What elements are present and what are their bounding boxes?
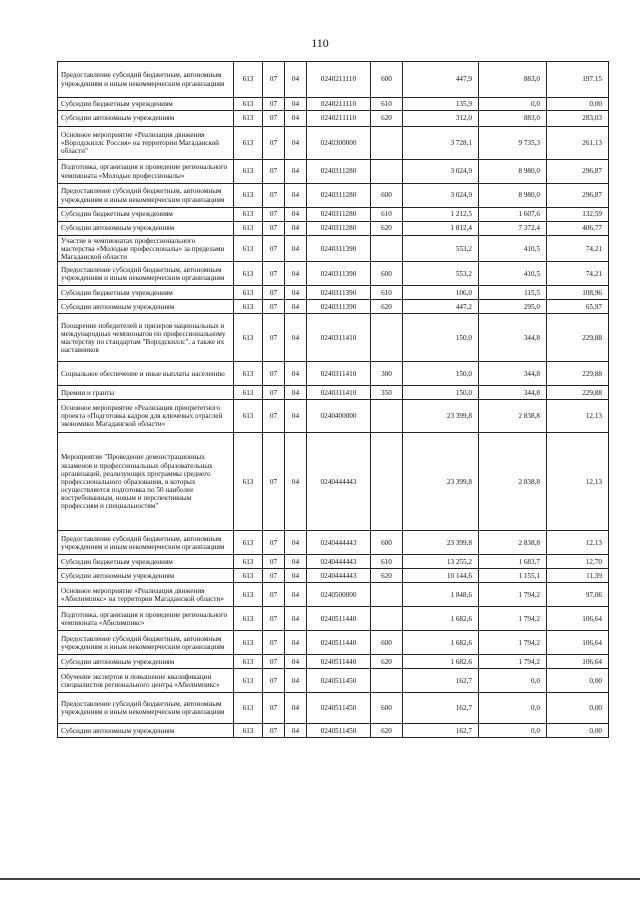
row-name: Участие в чемпионатах профессионального мастерства «Молодые профессионалы» за пределами Магаданской области <box>58 236 234 262</box>
executed-amount: 8 980,0 <box>479 160 547 184</box>
table-row <box>58 300 609 314</box>
planned-amount: 162,7 <box>403 724 479 738</box>
executed-amount: 8 980,0 <box>479 184 547 208</box>
subsection-code: 04 <box>285 286 307 300</box>
row-name: Субсидии автономным учреждениям <box>58 724 234 738</box>
subsection-code: 04 <box>285 531 307 555</box>
planned-amount: 447,9 <box>403 62 479 98</box>
expense-type: 620 <box>371 222 403 236</box>
target-article: 0240311280 <box>307 184 371 208</box>
execution-percent: 65,97 <box>547 300 609 314</box>
section-code: 07 <box>263 693 285 724</box>
table-row <box>58 607 609 631</box>
executed-amount: 115,5 <box>479 286 547 300</box>
execution-percent: 106,64 <box>547 631 609 655</box>
table-row <box>58 262 609 286</box>
expense-type: 620 <box>371 111 403 127</box>
section-code: 07 <box>263 531 285 555</box>
table-row <box>58 98 609 111</box>
table-row <box>58 583 609 607</box>
subsection-code: 04 <box>285 127 307 160</box>
execution-percent: 296,87 <box>547 160 609 184</box>
target-article: 0240311390 <box>307 262 371 286</box>
execution-percent: 296,87 <box>547 184 609 208</box>
planned-amount: 312,0 <box>403 111 479 127</box>
admin-code: 613 <box>234 111 263 127</box>
table-row <box>58 555 609 569</box>
subsection-code: 04 <box>285 314 307 362</box>
section-code: 07 <box>263 262 285 286</box>
table-row <box>58 62 609 98</box>
execution-percent: 12,70 <box>547 555 609 569</box>
section-code: 07 <box>263 127 285 160</box>
row-name: Предоставление субсидий бюджетным, автономным учреждениям и иным некоммерческим организациям <box>58 693 234 724</box>
expense-type: 620 <box>371 724 403 738</box>
page-number: 110 <box>311 36 329 50</box>
section-code: 07 <box>263 655 285 669</box>
budget-table <box>57 61 609 738</box>
admin-code: 613 <box>234 386 263 400</box>
planned-amount: 1 682,6 <box>403 631 479 655</box>
planned-amount: 3 024,9 <box>403 184 479 208</box>
planned-amount: 1 812,4 <box>403 222 479 236</box>
section-code: 07 <box>263 160 285 184</box>
planned-amount: 447,2 <box>403 300 479 314</box>
section-code: 07 <box>263 236 285 262</box>
execution-percent: 229,88 <box>547 386 609 400</box>
expense-type: 620 <box>371 655 403 669</box>
table-row <box>58 362 609 386</box>
expense-type <box>371 236 403 262</box>
section-code: 07 <box>263 62 285 98</box>
table-row <box>58 669 609 693</box>
table-row <box>58 569 609 583</box>
section-code: 07 <box>263 286 285 300</box>
target-article: 0240300000 <box>307 127 371 160</box>
expense-type <box>371 160 403 184</box>
expense-type: 600 <box>371 693 403 724</box>
target-article: 0240311390 <box>307 286 371 300</box>
admin-code: 613 <box>234 286 263 300</box>
execution-percent: 106,64 <box>547 655 609 669</box>
admin-code: 613 <box>234 724 263 738</box>
subsection-code: 04 <box>285 555 307 569</box>
planned-amount: 1 212,5 <box>403 208 479 222</box>
table-row <box>58 208 609 222</box>
section-code: 07 <box>263 400 285 433</box>
planned-amount: 150,0 <box>403 386 479 400</box>
planned-amount: 23 399,8 <box>403 400 479 433</box>
row-name: Обучение экспертов и повышение квалификации специалистов регионального центра «Абилимпикс» <box>58 669 234 693</box>
admin-code: 613 <box>234 607 263 631</box>
executed-amount: 1 794,2 <box>479 631 547 655</box>
planned-amount: 1 682,6 <box>403 607 479 631</box>
executed-amount: 0,0 <box>479 693 547 724</box>
executed-amount: 1 794,2 <box>479 655 547 669</box>
execution-percent: 406,77 <box>547 222 609 236</box>
subsection-code: 04 <box>285 262 307 286</box>
executed-amount: 295,0 <box>479 300 547 314</box>
admin-code: 613 <box>234 222 263 236</box>
table-row <box>58 724 609 738</box>
admin-code: 613 <box>234 262 263 286</box>
execution-percent: 229,88 <box>547 362 609 386</box>
subsection-code: 04 <box>285 386 307 400</box>
target-article: 0240311410 <box>307 362 371 386</box>
admin-code: 613 <box>234 693 263 724</box>
table-row <box>58 111 609 127</box>
row-name: Основное мероприятие «Реализация движения «Абилимпикс» на территории Магаданской области» <box>58 583 234 607</box>
admin-code: 613 <box>234 184 263 208</box>
execution-percent: 12,13 <box>547 433 609 531</box>
subsection-code: 04 <box>285 160 307 184</box>
subsection-code: 04 <box>285 669 307 693</box>
target-article: 0240211110 <box>307 62 371 98</box>
row-name: Субсидии автономным учреждениям <box>58 111 234 127</box>
target-article: 0240444443 <box>307 531 371 555</box>
table-row <box>58 531 609 555</box>
target-article: 0240444443 <box>307 433 371 531</box>
executed-amount: 2 838,8 <box>479 433 547 531</box>
expense-type: 600 <box>371 631 403 655</box>
expense-type: 600 <box>371 184 403 208</box>
planned-amount: 23 399,8 <box>403 433 479 531</box>
row-name: Предоставление субсидий бюджетным, автономным учреждениям и иным некоммерческим организациям <box>58 184 234 208</box>
target-article: 0240444443 <box>307 569 371 583</box>
execution-percent: 12,13 <box>547 400 609 433</box>
subsection-code: 04 <box>285 631 307 655</box>
table-row <box>58 184 609 208</box>
table-row <box>58 127 609 160</box>
subsection-code: 04 <box>285 655 307 669</box>
executed-amount: 2 838,8 <box>479 400 547 433</box>
target-article: 0240211110 <box>307 111 371 127</box>
table-row <box>58 286 609 300</box>
table-row <box>58 433 609 531</box>
planned-amount: 150,0 <box>403 314 479 362</box>
execution-percent: 12,13 <box>547 531 609 555</box>
execution-percent: 132,59 <box>547 208 609 222</box>
expense-type <box>371 607 403 631</box>
expense-type <box>371 314 403 362</box>
expense-type: 300 <box>371 362 403 386</box>
target-article: 0240211110 <box>307 98 371 111</box>
section-code: 07 <box>263 569 285 583</box>
target-article: 0240511450 <box>307 693 371 724</box>
target-article: 0240311390 <box>307 236 371 262</box>
executed-amount: 410,5 <box>479 236 547 262</box>
subsection-code: 04 <box>285 208 307 222</box>
row-name: Субсидии автономным учреждениям <box>58 222 234 236</box>
expense-type <box>371 669 403 693</box>
planned-amount: 553,2 <box>403 262 479 286</box>
planned-amount: 3 024,9 <box>403 160 479 184</box>
section-code: 07 <box>263 98 285 111</box>
planned-amount: 23 399,8 <box>403 531 479 555</box>
planned-amount: 553,2 <box>403 236 479 262</box>
executed-amount: 410,5 <box>479 262 547 286</box>
admin-code: 613 <box>234 236 263 262</box>
executed-amount: 0,0 <box>479 669 547 693</box>
expense-type: 350 <box>371 386 403 400</box>
executed-amount: 344,8 <box>479 362 547 386</box>
subsection-code: 04 <box>285 607 307 631</box>
table-row <box>58 160 609 184</box>
section-code: 07 <box>263 208 285 222</box>
admin-code: 613 <box>234 583 263 607</box>
row-name: Субсидии бюджетным учреждениям <box>58 208 234 222</box>
execution-percent: 229,88 <box>547 314 609 362</box>
expense-type: 600 <box>371 531 403 555</box>
planned-amount: 162,7 <box>403 693 479 724</box>
executed-amount: 9 735,3 <box>479 127 547 160</box>
execution-percent: 108,96 <box>547 286 609 300</box>
section-code: 07 <box>263 669 285 693</box>
execution-percent: 261,13 <box>547 127 609 160</box>
section-code: 07 <box>263 184 285 208</box>
planned-amount: 1 848,6 <box>403 583 479 607</box>
target-article: 0240511440 <box>307 655 371 669</box>
admin-code: 613 <box>234 98 263 111</box>
table-row <box>58 655 609 669</box>
target-article: 0240311280 <box>307 222 371 236</box>
row-name: Поощрение победителей и призеров национальных и международных чемпионатов по профессиональному мастерству по стандартам "Ворлдскиллс", а также их наставников <box>58 314 234 362</box>
planned-amount: 10 144,6 <box>403 569 479 583</box>
planned-amount: 1 682,6 <box>403 655 479 669</box>
target-article: 0240511440 <box>307 607 371 631</box>
subsection-code: 04 <box>285 362 307 386</box>
executed-amount: 1 794,2 <box>479 607 547 631</box>
expense-type: 600 <box>371 262 403 286</box>
row-name: Основное мероприятие «Реализация приоритетного проекта «Подготовка кадров для ключевых отраслей экономики Магаданской области» <box>58 400 234 433</box>
subsection-code: 04 <box>285 222 307 236</box>
row-name: Премии и гранты <box>58 386 234 400</box>
admin-code: 613 <box>234 208 263 222</box>
table-body <box>58 62 609 738</box>
executed-amount: 883,0 <box>479 111 547 127</box>
table-row <box>58 386 609 400</box>
execution-percent: 0,00 <box>547 693 609 724</box>
subsection-code: 04 <box>285 433 307 531</box>
expense-type <box>371 583 403 607</box>
table-row <box>58 631 609 655</box>
subsection-code: 04 <box>285 569 307 583</box>
target-article: 0240311280 <box>307 208 371 222</box>
subsection-code: 04 <box>285 300 307 314</box>
expense-type: 610 <box>371 98 403 111</box>
table-row <box>58 236 609 262</box>
execution-percent: 74,21 <box>547 262 609 286</box>
subsection-code: 04 <box>285 62 307 98</box>
section-code: 07 <box>263 314 285 362</box>
admin-code: 613 <box>234 127 263 160</box>
executed-amount: 1 155,1 <box>479 569 547 583</box>
planned-amount: 13 255,2 <box>403 555 479 569</box>
row-name: Субсидии автономным учреждениям <box>58 300 234 314</box>
execution-percent: 97,06 <box>547 583 609 607</box>
execution-percent: 0,00 <box>547 98 609 111</box>
row-name: Предоставление субсидий бюджетным, автономным учреждениям и иным некоммерческим организациям <box>58 262 234 286</box>
planned-amount: 162,7 <box>403 669 479 693</box>
execution-percent: 74,21 <box>547 236 609 262</box>
admin-code: 613 <box>234 669 263 693</box>
row-name: Предоставление субсидий бюджетным, автономным учреждениям и иным некоммерческим организациям <box>58 531 234 555</box>
row-name: Предоставление субсидий бюджетным, автономным учреждениям и иным некоммерческим организациям <box>58 631 234 655</box>
planned-amount: 150,0 <box>403 362 479 386</box>
admin-code: 613 <box>234 569 263 583</box>
planned-amount: 135,9 <box>403 98 479 111</box>
admin-code: 613 <box>234 631 263 655</box>
section-code: 07 <box>263 631 285 655</box>
subsection-code: 04 <box>285 236 307 262</box>
expense-type: 600 <box>371 62 403 98</box>
expense-type: 610 <box>371 555 403 569</box>
section-code: 07 <box>263 724 285 738</box>
target-article: 0240500000 <box>307 583 371 607</box>
admin-code: 613 <box>234 300 263 314</box>
execution-percent: 197,15 <box>547 62 609 98</box>
execution-percent: 283,03 <box>547 111 609 127</box>
admin-code: 613 <box>234 531 263 555</box>
table-row <box>58 400 609 433</box>
row-name: Субсидии автономным учреждениям <box>58 655 234 669</box>
row-name: Подготовка, организация и проведение регионального чемпионата «Абилимпикс» <box>58 607 234 631</box>
target-article: 0240511450 <box>307 669 371 693</box>
execution-percent: 0,00 <box>547 669 609 693</box>
expense-type: 610 <box>371 286 403 300</box>
subsection-code: 04 <box>285 98 307 111</box>
section-code: 07 <box>263 222 285 236</box>
expense-type: 620 <box>371 569 403 583</box>
target-article: 0240311410 <box>307 314 371 362</box>
execution-percent: 106,64 <box>547 607 609 631</box>
executed-amount: 883,0 <box>479 62 547 98</box>
executed-amount: 0,0 <box>479 98 547 111</box>
row-name: Подготовка, организация и проведение регионального чемпионата «Молодые профессионалы» <box>58 160 234 184</box>
row-name: Мероприятие "Проведение демонстрационных экзаменов и профессиональных образовательных организаций, реализующих программы среднего профессионального образования, в которых осуществляется подготовка по 50 наиболее востребованным, новым и перспективным профессиям и специальностям" <box>58 433 234 531</box>
expense-type <box>371 433 403 531</box>
subsection-code: 04 <box>285 111 307 127</box>
executed-amount: 1 607,6 <box>479 208 547 222</box>
expense-type <box>371 400 403 433</box>
executed-amount: 1 794,2 <box>479 583 547 607</box>
subsection-code: 04 <box>285 400 307 433</box>
subsection-code: 04 <box>285 693 307 724</box>
row-name: Субсидии бюджетным учреждениям <box>58 555 234 569</box>
executed-amount: 7 372,4 <box>479 222 547 236</box>
subsection-code: 04 <box>285 583 307 607</box>
expense-type <box>371 127 403 160</box>
target-article: 0240311410 <box>307 386 371 400</box>
admin-code: 613 <box>234 362 263 386</box>
executed-amount: 2 838,8 <box>479 531 547 555</box>
admin-code: 613 <box>234 314 263 362</box>
subsection-code: 04 <box>285 724 307 738</box>
executed-amount: 344,8 <box>479 386 547 400</box>
row-name: Социальное обеспечение и иные выплаты населению <box>58 362 234 386</box>
executed-amount: 1 683,7 <box>479 555 547 569</box>
table-row <box>58 222 609 236</box>
table-row <box>58 314 609 362</box>
admin-code: 613 <box>234 160 263 184</box>
row-name: Субсидии бюджетным учреждениям <box>58 98 234 111</box>
row-name: Субсидии бюджетным учреждениям <box>58 286 234 300</box>
row-name: Субсидии автономным учреждениям <box>58 569 234 583</box>
row-name: Предоставление субсидий бюджетным, автономным учреждениям и иным некоммерческим организациям <box>58 62 234 98</box>
section-code: 07 <box>263 555 285 569</box>
section-code: 07 <box>263 583 285 607</box>
planned-amount: 3 728,1 <box>403 127 479 160</box>
admin-code: 613 <box>234 555 263 569</box>
bottom-rule <box>0 878 640 880</box>
row-name: Основное мероприятие «Реализация движения «Ворлдскиллс Россия» на территории Магаданской области" <box>58 127 234 160</box>
admin-code: 613 <box>234 655 263 669</box>
section-code: 07 <box>263 300 285 314</box>
planned-amount: 106,0 <box>403 286 479 300</box>
execution-percent: 0,00 <box>547 724 609 738</box>
section-code: 07 <box>263 362 285 386</box>
target-article: 0240400000 <box>307 400 371 433</box>
target-article: 0240511450 <box>307 724 371 738</box>
expense-type: 610 <box>371 208 403 222</box>
target-article: 0240311280 <box>307 160 371 184</box>
expense-type: 620 <box>371 300 403 314</box>
execution-percent: 11,39 <box>547 569 609 583</box>
executed-amount: 344,8 <box>479 314 547 362</box>
target-article: 0240311390 <box>307 300 371 314</box>
table-row <box>58 693 609 724</box>
admin-code: 613 <box>234 433 263 531</box>
target-article: 0240511440 <box>307 631 371 655</box>
subsection-code: 04 <box>285 184 307 208</box>
executed-amount: 0,0 <box>479 724 547 738</box>
target-article: 0240444443 <box>307 555 371 569</box>
section-code: 07 <box>263 386 285 400</box>
admin-code: 613 <box>234 400 263 433</box>
section-code: 07 <box>263 111 285 127</box>
admin-code: 613 <box>234 62 263 98</box>
section-code: 07 <box>263 433 285 531</box>
section-code: 07 <box>263 607 285 631</box>
